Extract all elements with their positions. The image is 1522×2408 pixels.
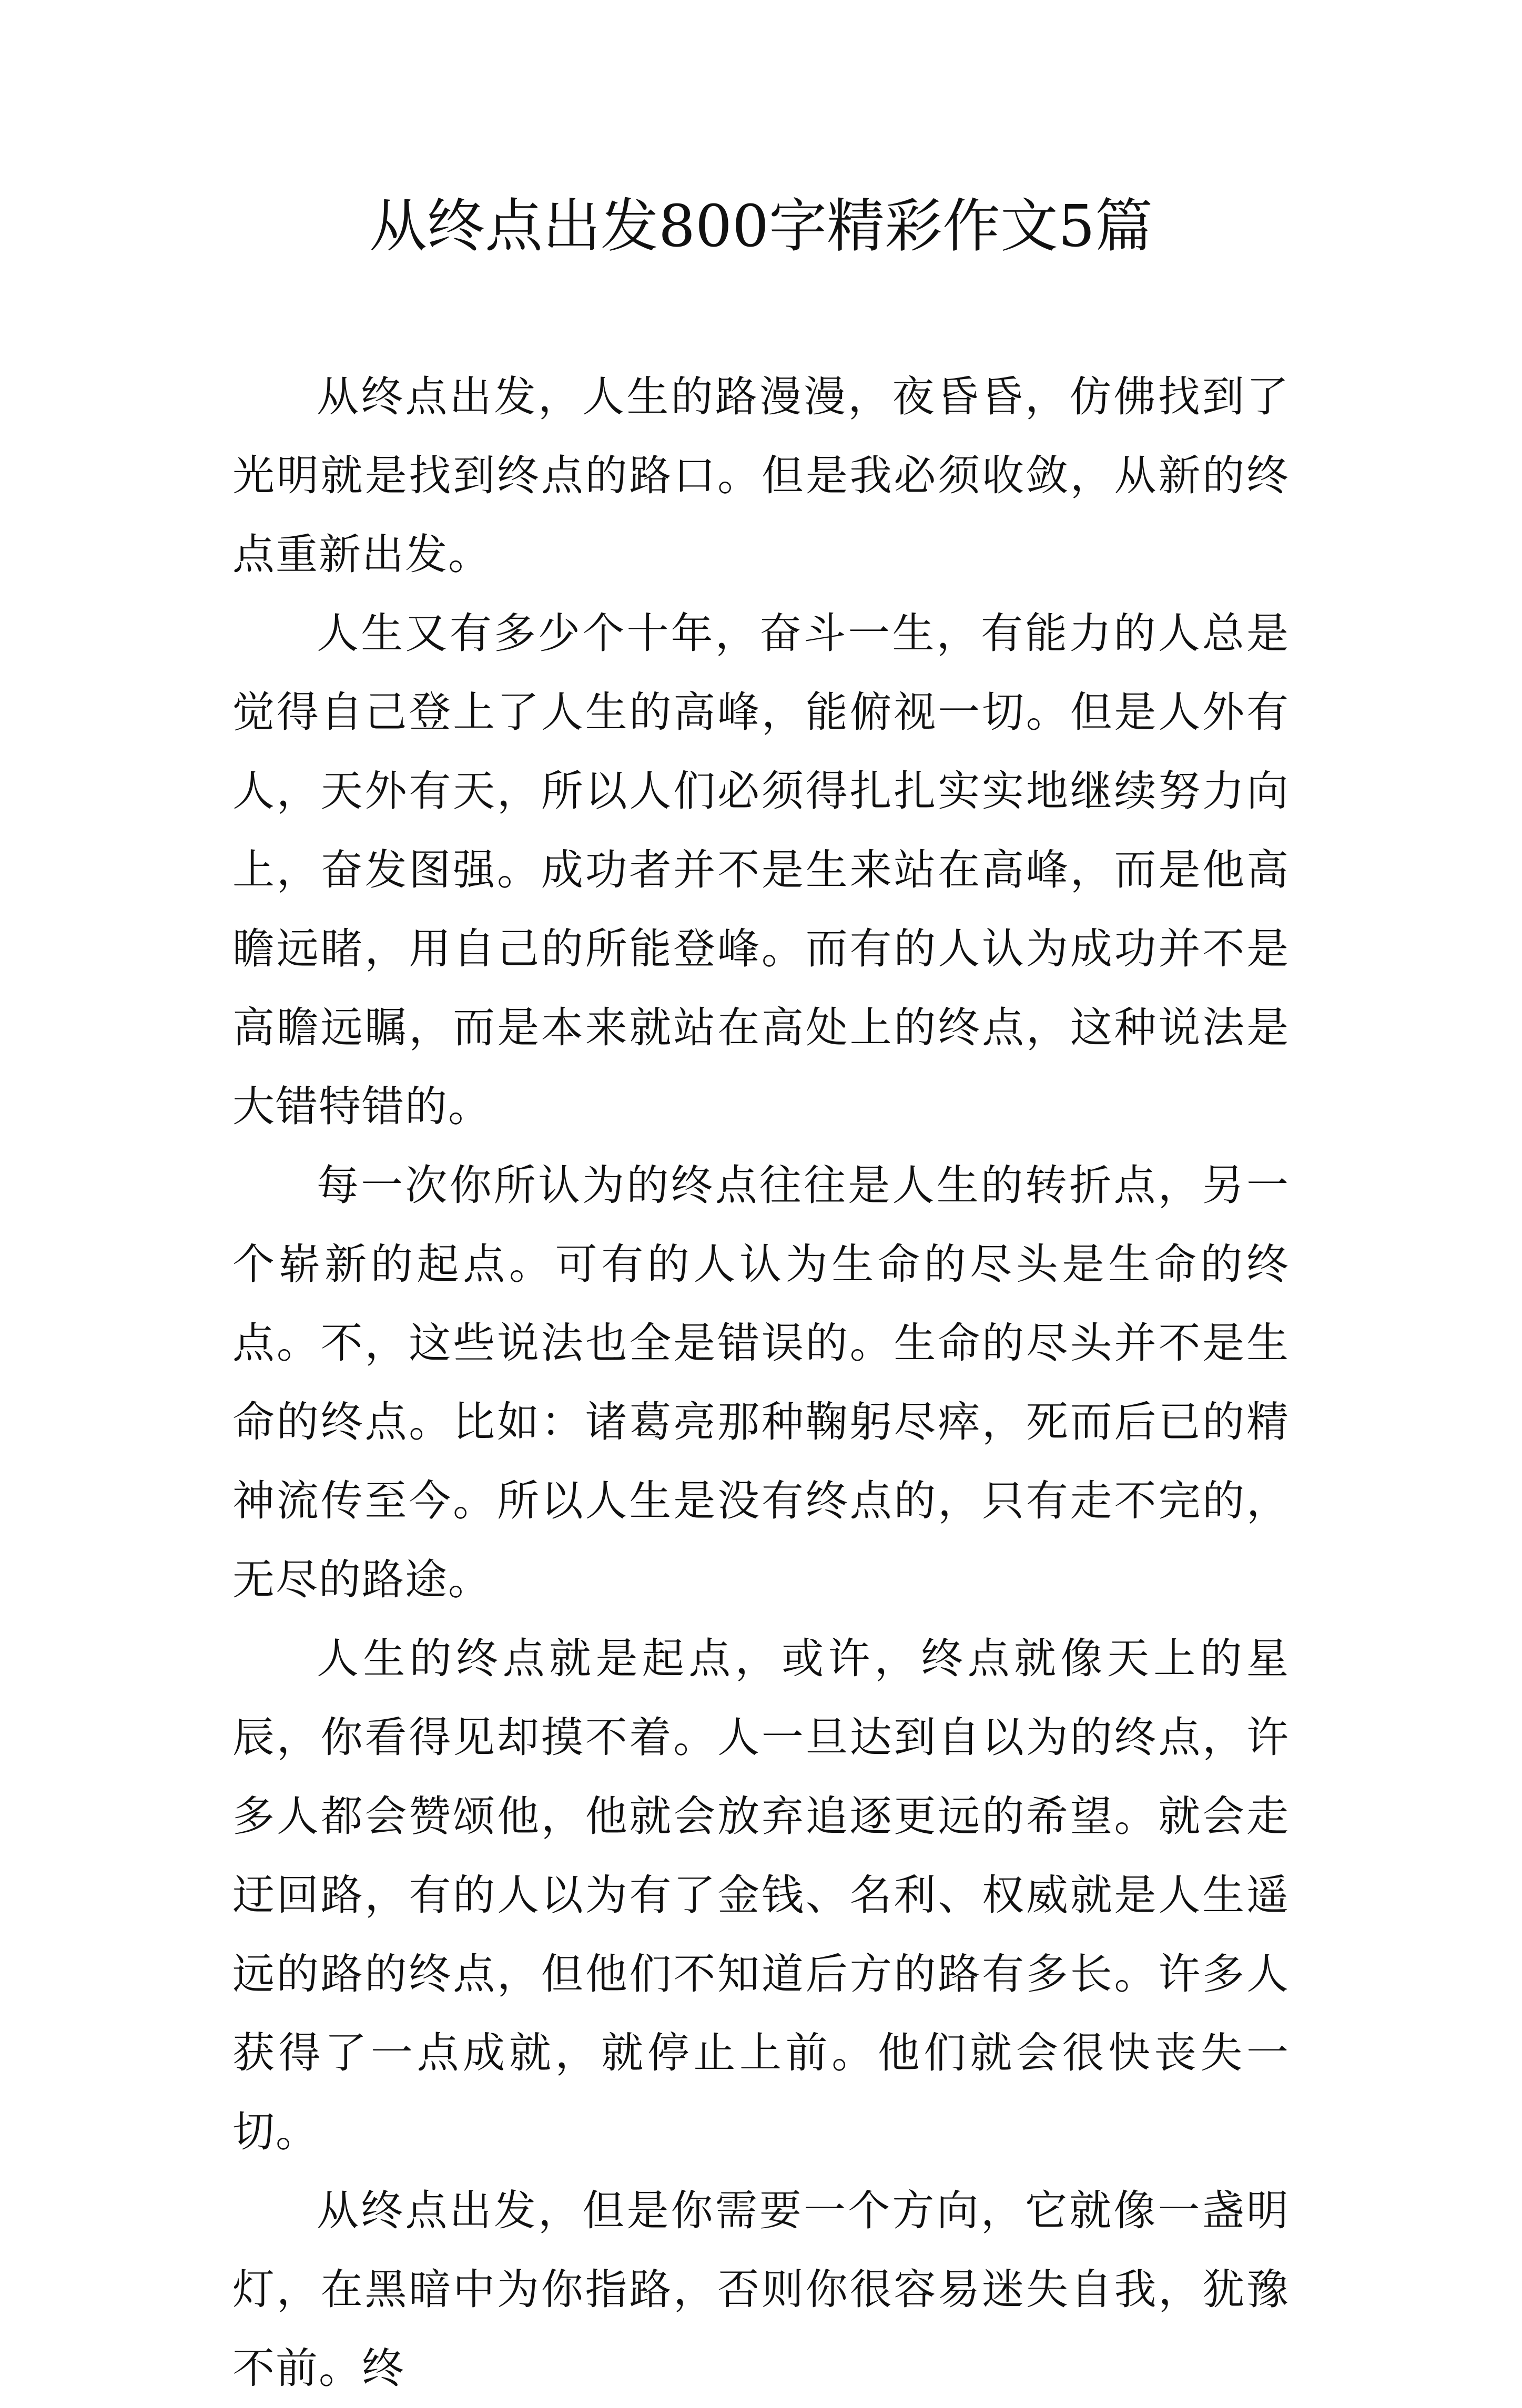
- paragraph-3: 每一次你所认为的终点往往是人生的转折点，另一个崭新的起点。可有的人认为生命的尽头是生命的终点。不，这些说法也全是错误的。生命的尽头并不是生命的终点。比如：诸葛亮那种鞠躬尽瘁，死而后已的精神流传至今。所以人生是没有终点的，只有走不完的，无尽的路途。: [232, 1161, 1290, 1604]
- paragraph-5: 从终点出发，但是你需要一个方向，它就像一盏明灯，在黑暗中为你指路，否则你很容易迷失自我，犹豫不前。终: [232, 2186, 1290, 2393]
- paragraph-1: 从终点出发，人生的路漫漫，夜昏昏，仿佛找到了光明就是找到终点的路口。但是我必须收敛，从新的终点重新出发。: [232, 372, 1290, 579]
- document-body: [232, 358, 1290, 2408]
- paragraph-2: 人生又有多少个十年，奋斗一生，有能力的人总是觉得自己登上了人生的高峰，能俯视一切。但是人外有人，天外有天，所以人们必须得扎扎实实地继续努力向上，奋发图强。成功者并不是生来站在高峰，而是他高瞻远睹，用自己的所能登峰。而有的人认为成功并不是高瞻远瞩，而是本来就站在高处上的终点，这种说法是大错特错的。: [232, 609, 1290, 1131]
- paragraph-4: 人生的终点就是起点，或许，终点就像天上的星辰，你看得见却摸不着。人一旦达到自以为的终点，许多人都会赞颂他，他就会放弃追逐更远的希望。就会走迂回路，有的人以为有了金钱、名利、权威就是人生遥远的路的终点，但他们不知道后方的路有多长。许多人获得了一点成就，就停止上前。他们就会很快丧失一切。: [232, 1634, 1290, 2156]
- document-title: 从终点出发800字精彩作文5篇: [369, 192, 1153, 260]
